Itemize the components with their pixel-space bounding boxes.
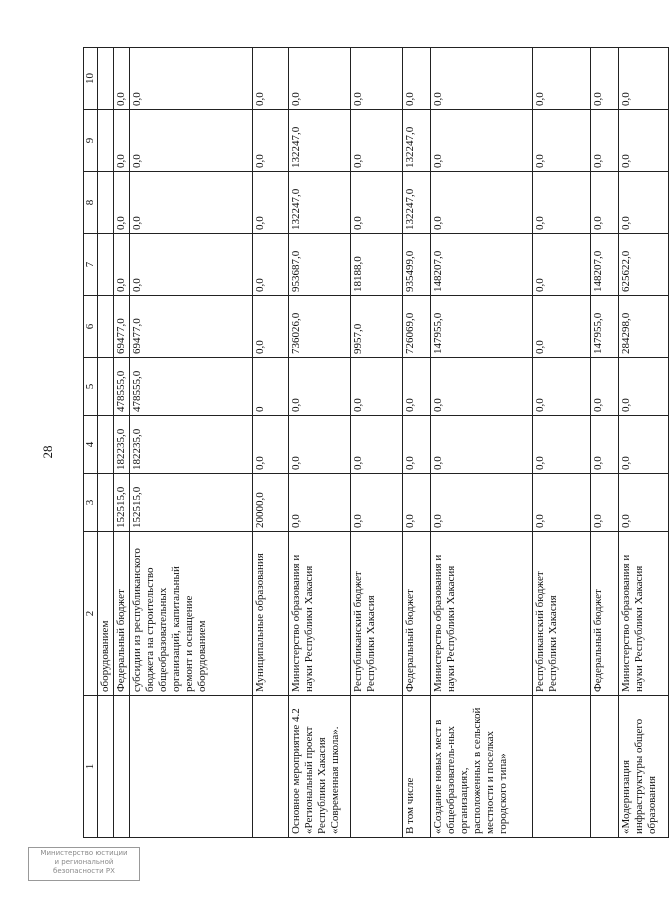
value-cell: 478555,0: [130, 358, 253, 416]
source-cell: Республиканский бюджет Республики Хакасия: [351, 532, 403, 696]
value-cell: 0,0: [533, 172, 591, 234]
value-cell: 132247,0: [289, 110, 351, 172]
header-cell: 9: [84, 110, 98, 172]
value-cell: 147955,0: [431, 296, 533, 358]
value-cell: 0,0: [351, 110, 403, 172]
table-row: [98, 48, 114, 838]
value-cell: 9957,0: [351, 296, 403, 358]
value-cell: 0,0: [403, 48, 431, 110]
value-cell: [98, 296, 114, 358]
activity-cell: «Создание новых мест в общеобразователь-ных организациях, расположенных в сельской местности и поселках городского типа»: [431, 696, 533, 838]
value-cell: [98, 416, 114, 474]
table-row: [351, 48, 403, 838]
value-cell: 0,0: [619, 416, 669, 474]
value-cell: 132247,0: [403, 172, 431, 234]
stamp-line: безопасности РХ: [53, 867, 115, 875]
header-cell: 4: [84, 416, 98, 474]
value-cell: 0,0: [533, 48, 591, 110]
value-cell: 0,0: [351, 358, 403, 416]
value-cell: 0,0: [253, 416, 289, 474]
value-cell: 0,0: [351, 416, 403, 474]
table-wrapper: [83, 48, 658, 838]
value-cell: 0,0: [591, 358, 619, 416]
value-cell: 0,0: [431, 358, 533, 416]
value-cell: 953687,0: [289, 234, 351, 296]
registration-stamp: [28, 847, 140, 881]
table-row: [619, 48, 669, 838]
value-cell: 0,0: [533, 416, 591, 474]
value-cell: 147955,0: [591, 296, 619, 358]
value-cell: 0,0: [253, 234, 289, 296]
value-cell: 0,0: [114, 172, 130, 234]
value-cell: 0,0: [253, 110, 289, 172]
value-cell: 69477,0: [114, 296, 130, 358]
stamp-line: и региональной: [54, 858, 114, 866]
source-cell: оборудованием: [98, 532, 114, 696]
activity-cell: [114, 696, 130, 838]
value-cell: 0,0: [114, 110, 130, 172]
source-cell: Министерство образования и науки Республики Хакасия: [431, 532, 533, 696]
value-cell: 0,0: [253, 48, 289, 110]
value-cell: 0,0: [431, 172, 533, 234]
value-cell: 0,0: [351, 48, 403, 110]
activity-cell: [130, 696, 253, 838]
value-cell: 0,0: [289, 474, 351, 532]
value-cell: 0,0: [351, 172, 403, 234]
value-cell: 148207,0: [591, 234, 619, 296]
value-cell: 0,0: [591, 48, 619, 110]
value-cell: 0,0: [619, 48, 669, 110]
activity-cell: [533, 696, 591, 838]
value-cell: 0,0: [533, 110, 591, 172]
value-cell: 148207,0: [431, 234, 533, 296]
value-cell: 69477,0: [130, 296, 253, 358]
activity-cell: [351, 696, 403, 838]
table-row: [253, 48, 289, 838]
value-cell: 726069,0: [403, 296, 431, 358]
value-cell: 0,0: [619, 172, 669, 234]
value-cell: 284298,0: [619, 296, 669, 358]
value-cell: 0,0: [114, 234, 130, 296]
source-cell: Республиканский бюджет Республики Хакасия: [533, 532, 591, 696]
value-cell: 152515,0: [130, 474, 253, 532]
source-cell: субсидии из республиканского бюджета на строительство общеобразовательных организаций, капитальный ремонт и оснащение оборудованием: [130, 532, 253, 696]
rotated-table-frame: [83, 48, 658, 838]
header-cell: 8: [84, 172, 98, 234]
header-cell: 5: [84, 358, 98, 416]
value-cell: 0: [253, 358, 289, 416]
value-cell: 0,0: [253, 296, 289, 358]
budget-table: [83, 47, 669, 838]
header-cell: 10: [84, 48, 98, 110]
value-cell: 0,0: [591, 474, 619, 532]
value-cell: [98, 358, 114, 416]
header-cell: 3: [84, 474, 98, 532]
value-cell: 0,0: [403, 416, 431, 474]
value-cell: 0,0: [253, 172, 289, 234]
value-cell: 0,0: [431, 110, 533, 172]
value-cell: 0,0: [289, 48, 351, 110]
value-cell: 0,0: [591, 416, 619, 474]
value-cell: 18188,0: [351, 234, 403, 296]
activity-cell: Основное мероприятие 4.2 «Региональный проект Республики Хакасия «Современная школа».: [289, 696, 351, 838]
activity-cell: В том числе: [403, 696, 431, 838]
value-cell: 0,0: [591, 110, 619, 172]
value-cell: 0,0: [351, 474, 403, 532]
value-cell: 0,0: [431, 474, 533, 532]
value-cell: 182235,0: [114, 416, 130, 474]
value-cell: 0,0: [289, 358, 351, 416]
header-cell: 6: [84, 296, 98, 358]
header-cell: 7: [84, 234, 98, 296]
activity-cell: [591, 696, 619, 838]
value-cell: 0,0: [431, 48, 533, 110]
value-cell: 0,0: [533, 358, 591, 416]
value-cell: 0,0: [431, 416, 533, 474]
value-cell: 182235,0: [130, 416, 253, 474]
table-row: [591, 48, 619, 838]
value-cell: [98, 172, 114, 234]
value-cell: 0,0: [533, 474, 591, 532]
header-cell: 2: [84, 532, 98, 696]
value-cell: 935499,0: [403, 234, 431, 296]
table-row: [431, 48, 533, 838]
value-cell: 0,0: [130, 110, 253, 172]
value-cell: 0,0: [130, 48, 253, 110]
source-cell: Федеральный бюджет: [114, 532, 130, 696]
value-cell: [98, 48, 114, 110]
value-cell: 20000,0: [253, 474, 289, 532]
value-cell: 0,0: [619, 358, 669, 416]
table-row: [533, 48, 591, 838]
value-cell: 0,0: [403, 358, 431, 416]
page-number: 28: [40, 445, 55, 459]
value-cell: 736026,0: [289, 296, 351, 358]
value-cell: [98, 234, 114, 296]
header-row: [84, 48, 98, 838]
value-cell: [98, 110, 114, 172]
stamp-line: Министерство юстиции: [40, 849, 128, 857]
value-cell: 0,0: [533, 296, 591, 358]
value-cell: 478555,0: [114, 358, 130, 416]
value-cell: 132247,0: [403, 110, 431, 172]
source-cell: Муниципальные образования: [253, 532, 289, 696]
value-cell: 0,0: [130, 172, 253, 234]
activity-cell: «Модернизация инфраструктуры общего образования: [619, 696, 669, 838]
value-cell: 0,0: [619, 474, 669, 532]
table-row: [289, 48, 351, 838]
source-cell: Федеральный бюджет: [591, 532, 619, 696]
value-cell: 0,0: [403, 474, 431, 532]
value-cell: 0,0: [533, 234, 591, 296]
value-cell: [98, 474, 114, 532]
value-cell: 0,0: [114, 48, 130, 110]
value-cell: 0,0: [289, 416, 351, 474]
value-cell: 625622,0: [619, 234, 669, 296]
source-cell: Министерство образования и науки Республики Хакасия: [619, 532, 669, 696]
value-cell: 132247,0: [289, 172, 351, 234]
header-cell: 1: [84, 696, 98, 838]
value-cell: 0,0: [591, 172, 619, 234]
activity-cell: [98, 696, 114, 838]
value-cell: 0,0: [619, 110, 669, 172]
source-cell: Министерство образования и науки Республики Хакасия: [289, 532, 351, 696]
value-cell: 152515,0: [114, 474, 130, 532]
activity-cell: [253, 696, 289, 838]
table-row: [114, 48, 130, 838]
table-row: [130, 48, 253, 838]
source-cell: Федеральный бюджет: [403, 532, 431, 696]
value-cell: 0,0: [130, 234, 253, 296]
table-row: [403, 48, 431, 838]
